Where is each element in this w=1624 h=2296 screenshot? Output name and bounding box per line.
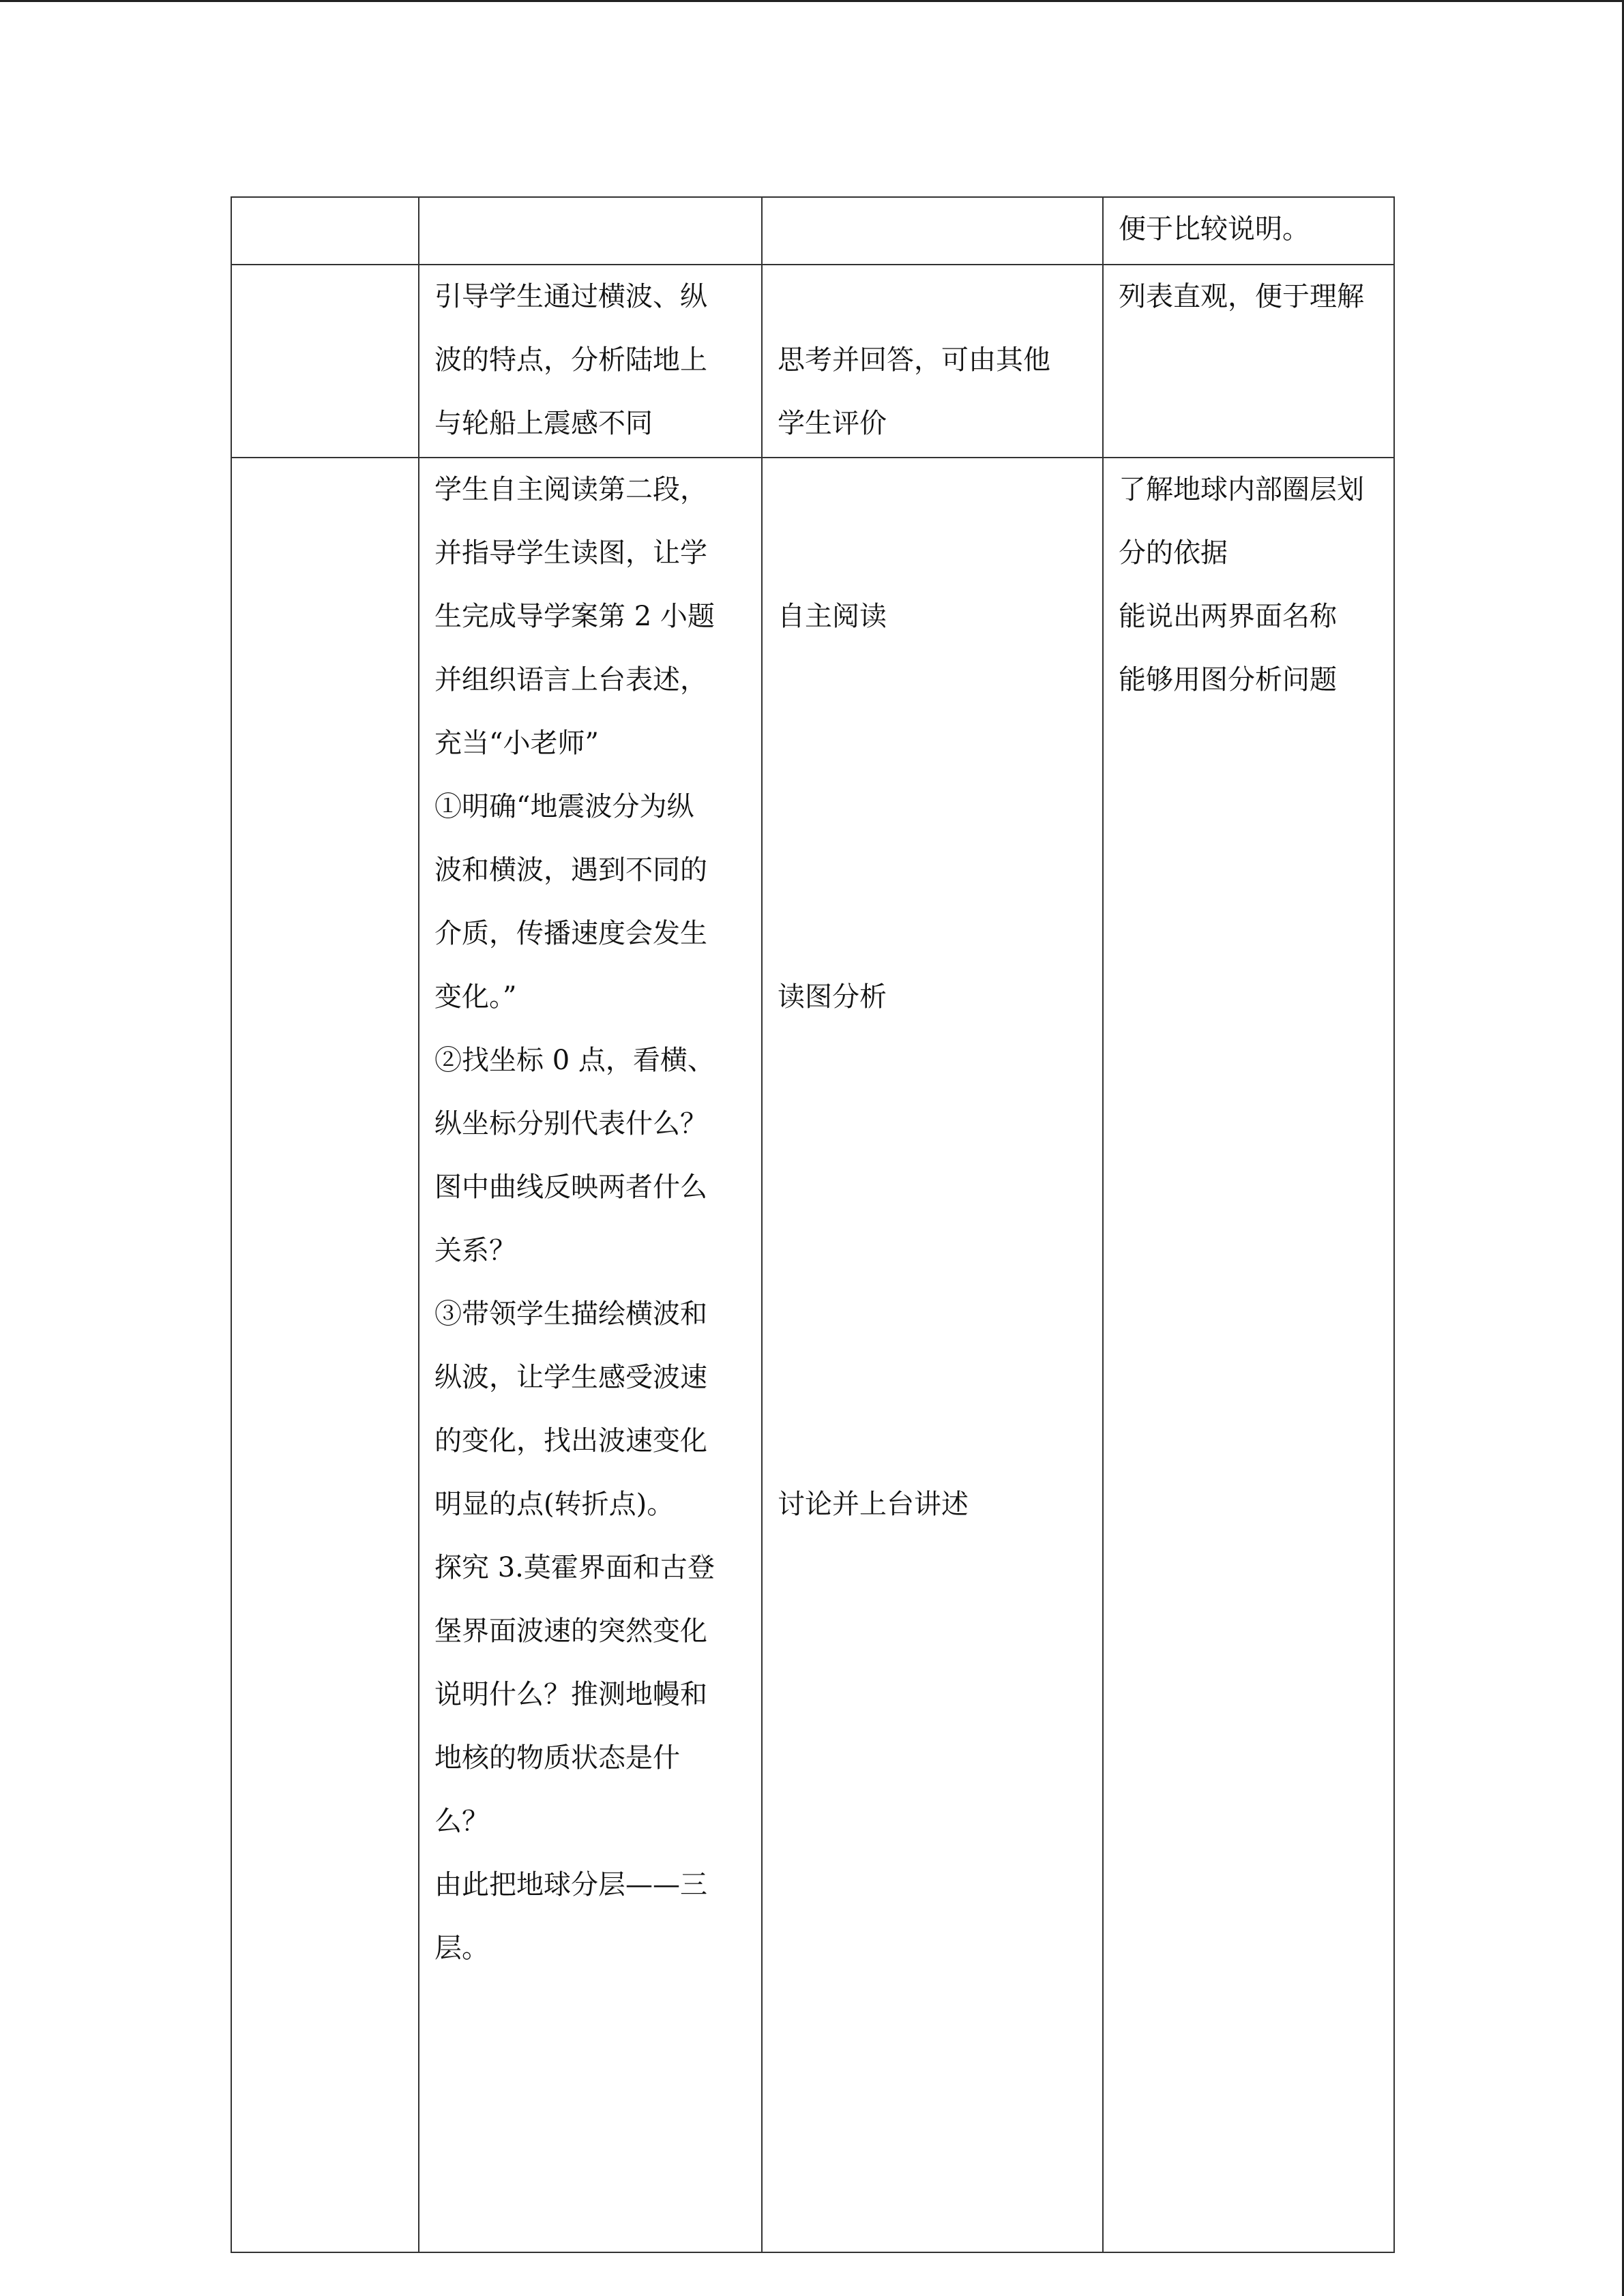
cell-line: 波和横波，遇到不同的: [434, 854, 707, 886]
cell-r3-c3: [762, 458, 1103, 2252]
spacer: [778, 522, 1087, 585]
cell-line: 并指导学生读图，让学: [434, 537, 707, 569]
cell-line: 生完成导学案第 2 小题: [434, 601, 715, 632]
cell-line: 与轮船上震感不同: [434, 408, 653, 439]
cell-line: 能够用图分析问题: [1119, 664, 1337, 696]
cell-r2-c1: [231, 265, 419, 458]
cell-line: 列表直观，便于理解: [1119, 281, 1364, 312]
cell-r1-c2: [419, 197, 762, 265]
cell-line: 便于比较说明。: [1119, 213, 1310, 245]
spacer: [778, 265, 1087, 329]
cell-line: 关系？: [434, 1235, 516, 1266]
spacer: [778, 839, 1087, 902]
cell-line: 的变化，找出波速变化: [434, 1425, 707, 1457]
cell-line: 并组织语言上台表述，: [434, 664, 707, 696]
cell-r2-c4: [1103, 265, 1394, 458]
cell-line: ②找坐标 0 点，看横、: [434, 1045, 715, 1076]
cell-line: 学生评价: [778, 408, 887, 439]
spacer: [778, 1346, 1087, 1410]
cell-r1-c1: [231, 197, 419, 265]
cell-line: 介质，传播速度会发生: [434, 918, 707, 949]
cell-r3-c4: [1103, 458, 1394, 2252]
cell-line: ①明确“地震波分为纵: [434, 791, 694, 822]
cell-line: ③带领学生描绘横波和: [434, 1298, 707, 1330]
activity-map-analysis: 读图分析: [778, 981, 887, 1013]
spacer: [778, 1219, 1087, 1283]
cell-line: 明显的点(转折点)。: [434, 1489, 675, 1520]
cell-line: 探究 3.莫霍界面和古登: [434, 1552, 715, 1583]
cell-line: 堡界面波速的突然变化: [434, 1615, 707, 1647]
cell-line: 引导学生通过横波、纵: [434, 281, 707, 312]
cell-line: 图中曲线反映两者什么: [434, 1172, 707, 1203]
cell-r1-c3: [762, 197, 1103, 265]
spacer: [778, 712, 1087, 775]
spacer: [778, 458, 1087, 522]
spacer: [778, 1029, 1087, 1092]
spacer: [778, 1156, 1087, 1219]
cell-line: 变化。”: [434, 981, 517, 1013]
activity-discussion: 讨论并上台讲述: [778, 1489, 969, 1520]
spacer: [778, 902, 1087, 966]
cell-line: 分的依据: [1119, 537, 1228, 569]
cell-r3-c1: [231, 458, 419, 2252]
cell-line: 纵波，让学生感受波速: [434, 1362, 707, 1393]
cell-r2-c2: [419, 265, 762, 458]
table-row: [231, 265, 1394, 458]
spacer: [778, 1410, 1087, 1473]
activity-reading: 自主阅读: [778, 601, 887, 632]
cell-line: 由此把地球分层——三: [434, 1869, 707, 1900]
spacer: [778, 648, 1087, 712]
cell-line: 么？: [434, 1806, 489, 1837]
table-row: [231, 197, 1394, 265]
cell-line: 层。: [434, 1933, 489, 1964]
cell-line: 说明什么？推测地幔和: [434, 1679, 707, 1710]
spacer: [778, 1092, 1087, 1156]
cell-line: 了解地球内部圈层划: [1119, 474, 1364, 505]
cell-r3-c2: [419, 458, 762, 2252]
cell-line: 波的特点，分析陆地上: [434, 344, 707, 376]
cell-line: 地核的物质状态是什: [434, 1742, 680, 1774]
cell-line: 充当“小老师”: [434, 728, 599, 759]
cell-r2-c3: [762, 265, 1103, 458]
cell-line: 能说出两界面名称: [1119, 601, 1337, 632]
cell-line: 思考并回答，可由其他: [778, 344, 1050, 376]
cell-line: 纵坐标分别代表什么？: [434, 1108, 707, 1139]
cell-line: 学生自主阅读第二段，: [434, 474, 707, 505]
cell-r1-c4: [1103, 197, 1394, 265]
table-row: [231, 458, 1394, 2252]
spacer: [778, 775, 1087, 839]
spacer: [778, 1283, 1087, 1346]
lesson-plan-table: [231, 196, 1395, 2253]
